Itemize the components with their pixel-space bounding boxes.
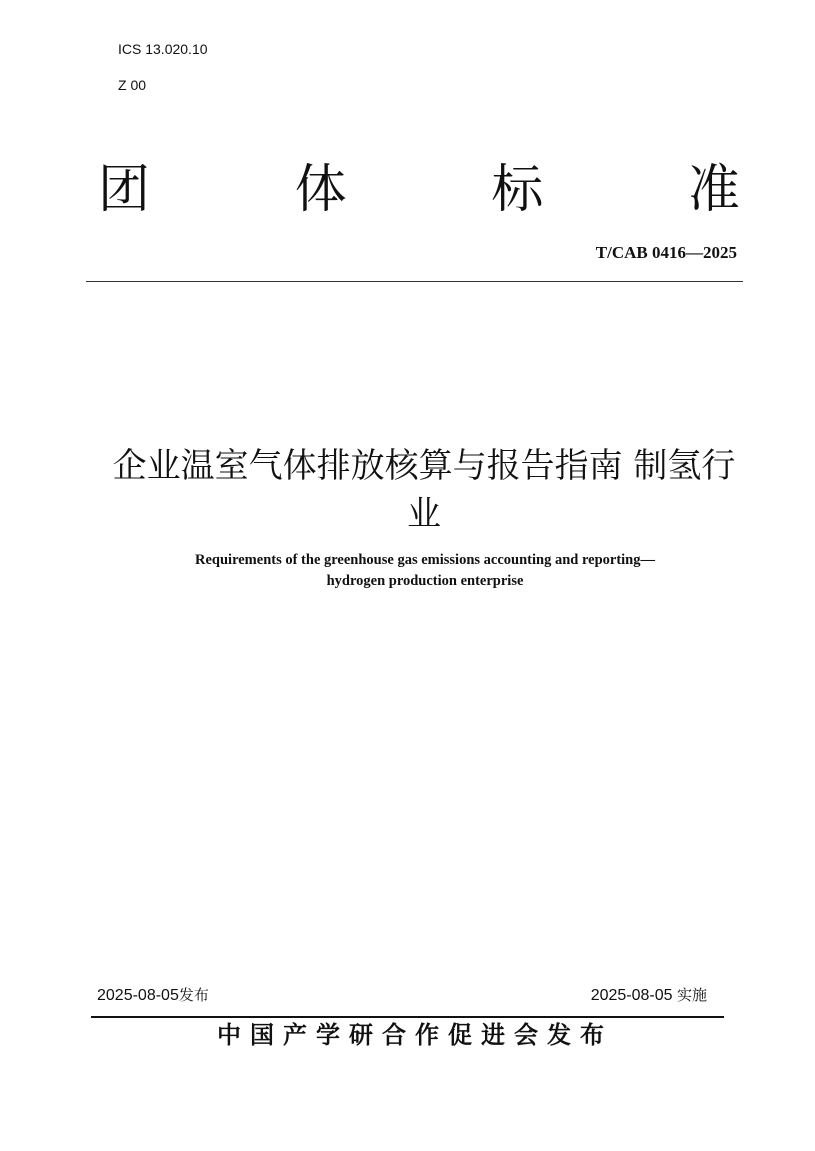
english-title <box>100 550 750 592</box>
implementation-date-block <box>591 985 707 1006</box>
standard-type-heading <box>98 158 740 222</box>
english-title-line-2: hydrogen production enterprise <box>326 573 524 589</box>
standard-type-char-2: 体 <box>294 160 347 220</box>
ccs-code: Z 00 <box>118 77 147 93</box>
issue-date: 2025-08-05 <box>97 987 179 1004</box>
header-divider <box>86 281 743 282</box>
standard-type-char-1: 团 <box>98 160 151 220</box>
standard-type-char-4: 准 <box>687 160 740 220</box>
ics-code: ICS 13.020.10 <box>118 41 208 57</box>
standard-type-char-3: 标 <box>491 160 544 220</box>
footer-divider <box>91 1016 724 1018</box>
implementation-date: 2025-08-05 <box>590 987 673 1004</box>
issue-label: 发布 <box>178 986 209 1004</box>
chinese-title-line-2: 业 <box>407 494 441 534</box>
standard-number: T/CAB 0416—2025 <box>595 243 737 262</box>
implementation-label: 实施 <box>676 986 707 1004</box>
issue-date-block <box>97 985 209 1006</box>
english-title-line-1: Requirements of the greenhouse gas emissions accounting and reporting— <box>195 552 655 568</box>
publisher: 中国产学研合作促进会发布 <box>217 1020 613 1049</box>
chinese-title <box>84 442 764 538</box>
chinese-title-line-1: 企业温室气体排放核算与报告指南 制氢行 <box>112 446 736 486</box>
